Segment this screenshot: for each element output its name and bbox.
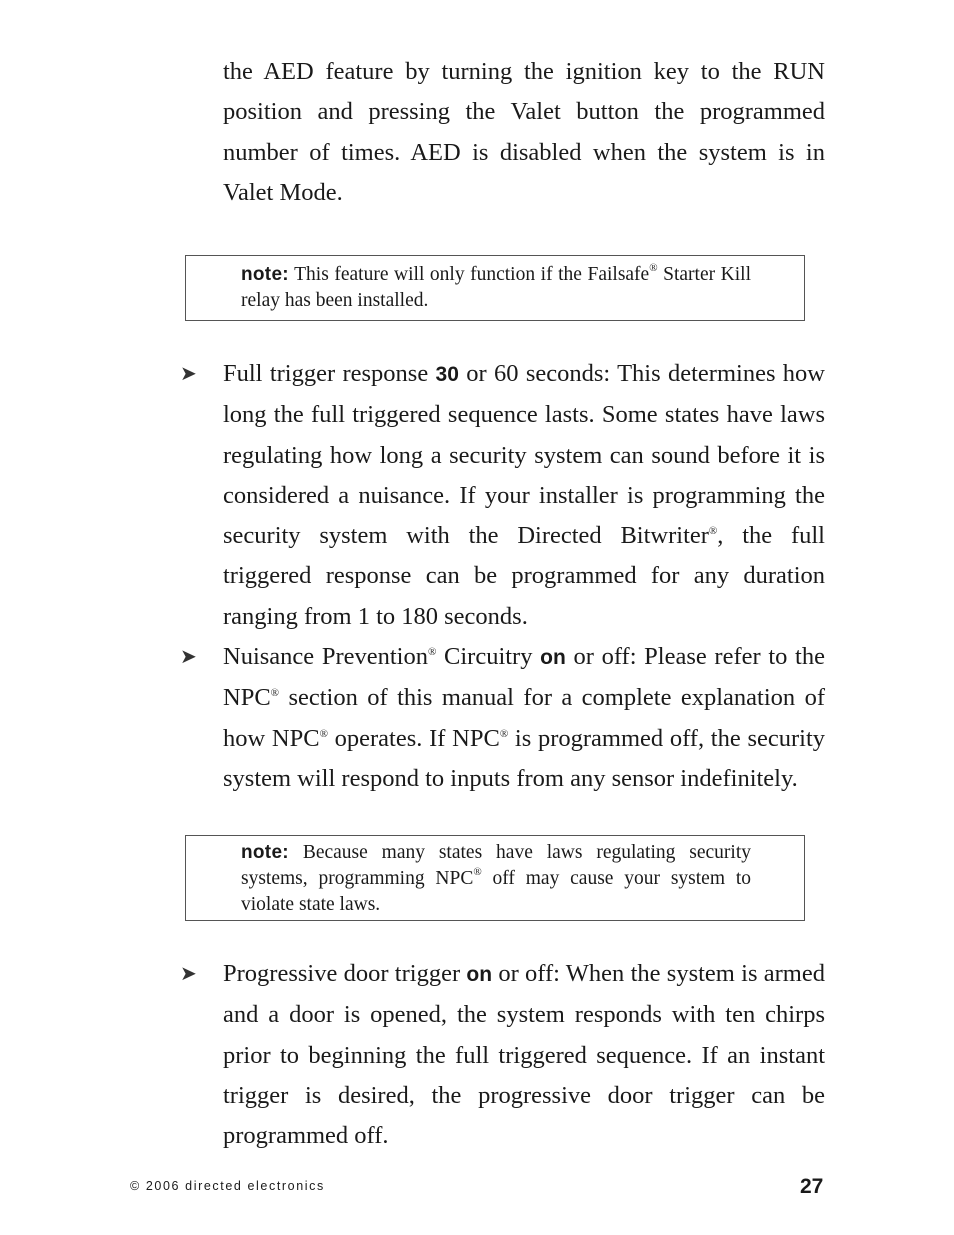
list-item-text: Progressive door trigger on or off: When the system is armed and a door is opened, the system responds with ten chirps prior to beginning the full triggered sequence. If an instant trigger is desired, the progressive door trigger can be programmed off.: [223, 960, 825, 1150]
list-item-progressive-door-trigger: [180, 954, 825, 1156]
note-label: note:: [241, 842, 289, 863]
page-number: 27: [800, 1175, 824, 1198]
list-item-text: Nuisance Prevention® Circuitry on or off: Please refer to the NPC® section of this manual for a complete explanation of how NPC® operates. If NPC® is programmed off, the security system will respond to inputs from any sensor indefinitely.: [223, 643, 825, 792]
note-text: note: Because many states have laws regulating security systems, programming NPC® off may cause your system to violate state laws.: [241, 842, 751, 915]
note-box-failsafe: [185, 255, 805, 321]
note-label: note:: [241, 264, 289, 285]
note-box-state-laws: [185, 835, 805, 921]
list-item-text: Full trigger response 30 or 60 seconds: This determines how long the full triggered sequence lasts. Some states have laws regulating how long a security system can sound before it is considered a nuisance. If your installer is programming the security system with the Directed Bitwriter®, the full triggered response can be programmed for any duration ranging from 1 to 180 seconds.: [223, 360, 826, 630]
list-item-full-trigger-response: [180, 354, 826, 637]
default-option-value: on: [466, 963, 493, 986]
intro-paragraph: the AED feature by turning the ignition key to the RUN position and pressing the Valet button the programmed number of times. AED is disabled when the system is in Valet Mode.: [223, 58, 825, 206]
default-option-value: 30: [435, 363, 459, 386]
note-text: note: This feature will only function if the Failsafe® Starter Kill relay has been installed.: [241, 262, 751, 311]
arrowhead-bullet-icon: ➤: [180, 963, 197, 985]
list-item-nuisance-prevention: [180, 637, 825, 799]
arrowhead-bullet-icon: ➤: [180, 363, 197, 385]
arrowhead-bullet-icon: ➤: [180, 646, 197, 668]
default-option-value: on: [540, 646, 566, 669]
footer-copyright: © 2006 directed electronics: [130, 1179, 325, 1193]
